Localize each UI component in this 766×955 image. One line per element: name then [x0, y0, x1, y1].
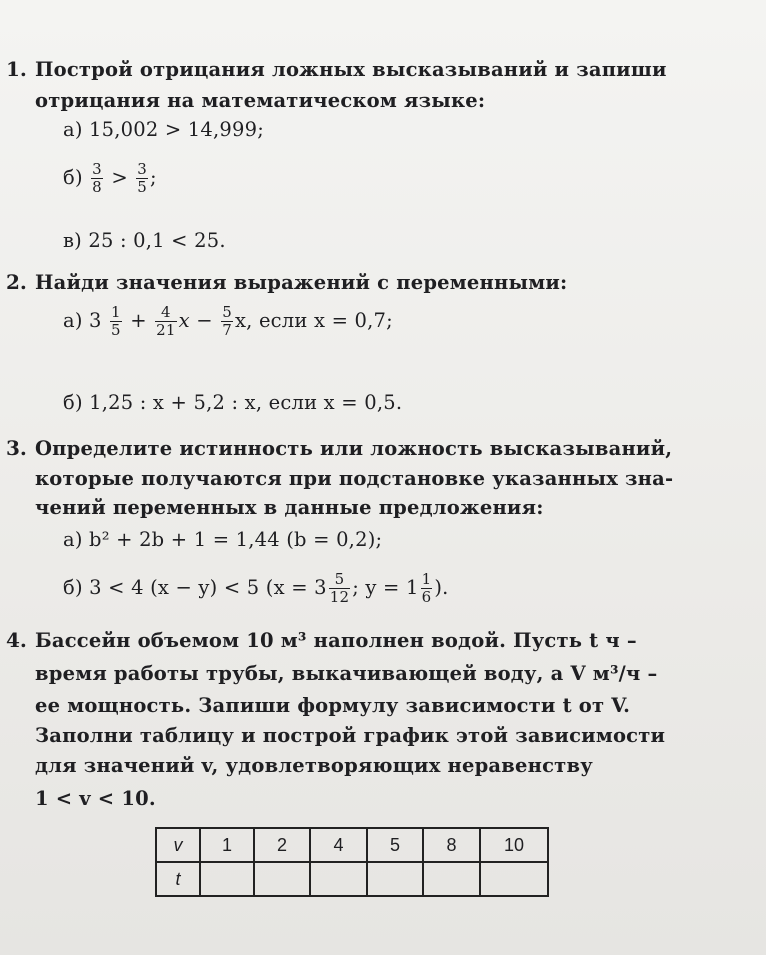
task-2-fraction-1: $\frac{1}{5}$: [111, 303, 121, 339]
table-cell-v-4: 5: [367, 828, 423, 862]
table-cell-v-1: 1: [200, 828, 254, 862]
task-1-item-b-label: б): [63, 166, 83, 189]
task-1-item-b-fraction-1: $\frac{3}{8}$: [92, 160, 102, 196]
task-2-item-b: б) 1,25 : x + 5,2 : x, если x = 0,5.: [63, 391, 403, 414]
task-4-line-1: Бассейн объемом 10 м³ наполнен водой. Пусть t ч –: [35, 629, 637, 652]
table-cell-v-6: 10: [480, 828, 548, 862]
task-1-line-1: Построй отрицания ложных высказываний и запиши: [35, 58, 667, 81]
task-1-item-b-fraction-2: $\frac{3}{5}$: [137, 160, 148, 196]
task-2-item-a: а) 3 $\frac{1}{5}$ + $\frac{4}{21}$ x − $\frac{5}{7}$ x, если x = 0,7;: [63, 303, 393, 339]
task-1-item-b: б) $\frac{3}{8}$ > $\frac{3}{5}$ ;: [63, 160, 157, 196]
task-1-line-2: отрицания на математическом языке:: [35, 89, 486, 112]
task-3-fraction-2: $\frac{1}{6}$: [421, 570, 432, 606]
values-table: [155, 827, 549, 897]
task-4-line-3: ее мощность. Запиши формулу зависимости t от V.: [35, 694, 631, 717]
task-2-fraction-3: $\frac{5}{7}$: [222, 303, 232, 339]
table-row-v: [156, 828, 548, 862]
table-cell-t-1[interactable]: [200, 862, 254, 896]
table-cell-t-2[interactable]: [254, 862, 310, 896]
task-3-line-2: которые получаются при подстановке указанных зна-: [35, 467, 674, 490]
task-1-item-a: а) 15,002 > 14,999;: [63, 118, 264, 141]
task-4-line-5: для значений v, удовлетворяющих неравенству: [35, 754, 593, 777]
task-2-number: 2.: [6, 270, 27, 294]
table-cell-t-5[interactable]: [423, 862, 480, 896]
table-cell-t-4[interactable]: [367, 862, 423, 896]
task-3-line-3: чений переменных в данные предложения:: [35, 496, 544, 519]
table-cell-t-6[interactable]: [480, 862, 548, 896]
task-2-fraction-2: $\frac{4}{21}$: [156, 303, 176, 339]
table-cell-t-3[interactable]: [310, 862, 367, 896]
task-3-item-b: б) 3 < 4 (x − y) < 5 (x = 3 $\frac{5}{12}$ ; y = 1 $\frac{1}{6}$ ).: [63, 570, 449, 606]
task-4-line-6: 1 < v < 10.: [35, 787, 156, 810]
table-cell-v-2: 2: [254, 828, 310, 862]
task-1-number: 1.: [6, 57, 27, 81]
table-row-t: [156, 862, 548, 896]
table-header-v: v: [156, 828, 200, 862]
task-4-number: 4.: [6, 628, 27, 652]
task-3-number: 3.: [6, 436, 27, 460]
task-1-item-b-operator: >: [111, 166, 128, 189]
task-3-fraction-1: $\frac{5}{12}$: [329, 570, 350, 606]
task-2-line-1: Найди значения выражений с переменными:: [35, 271, 568, 294]
task-1-item-c: в) 25 : 0,1 < 25.: [63, 229, 226, 252]
table-header-t: t: [156, 862, 200, 896]
table-cell-v-3: 4: [310, 828, 367, 862]
task-3-line-1: Определите истинность или ложность высказываний,: [35, 437, 673, 460]
task-4-line-2: время работы трубы, выкачивающей воду, а V м³/ч –: [35, 662, 658, 685]
table-cell-v-5: 8: [423, 828, 480, 862]
task-4-line-4: Заполни таблицу и построй график этой зависимости: [35, 724, 666, 747]
task-3-item-a: а) b² + 2b + 1 = 1,44 (b = 0,2);: [63, 528, 383, 551]
